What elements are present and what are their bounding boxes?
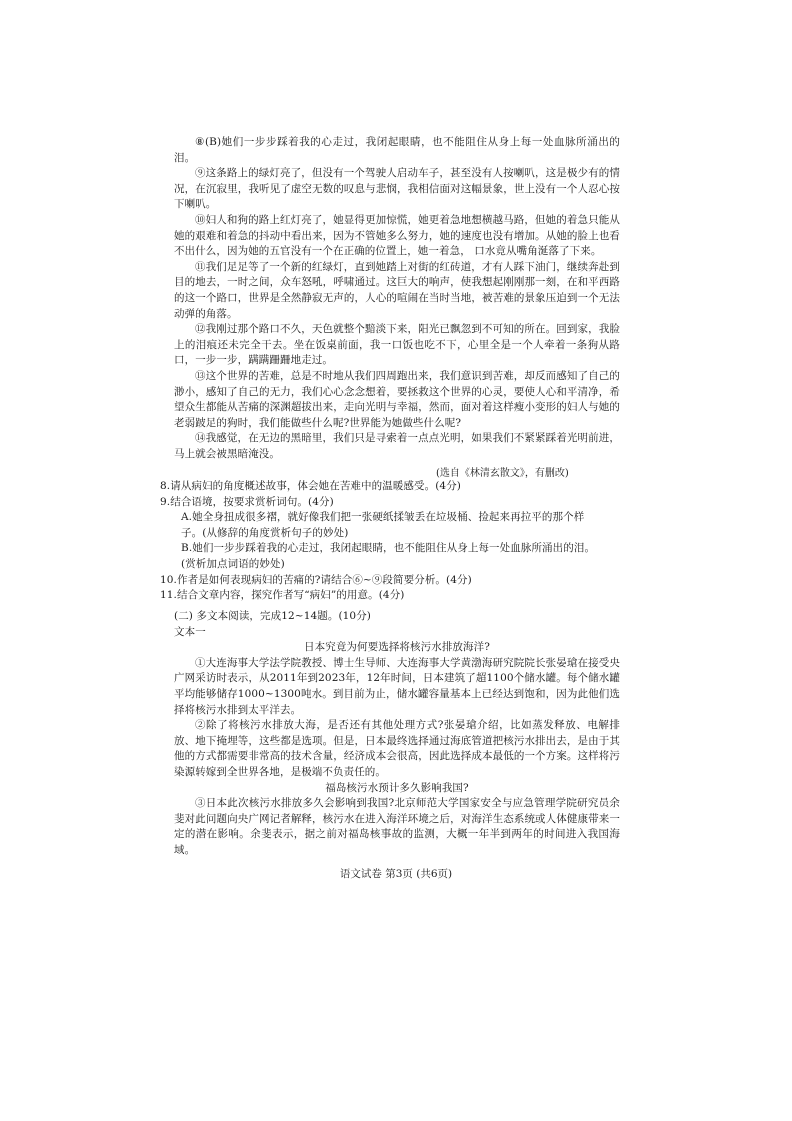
section-2-heading: (二) 多文本阅读，完成12~14题。(10分): [174, 610, 372, 622]
reading-passage: [174, 135, 620, 462]
question-10: 10.作者是如何表现病妇的苦痛的?请结合⑥~⑨段简要分析。(4分): [160, 573, 472, 586]
paragraph-11: ⑪我们足足等了一个新的红绿灯，直到她踏上对街的红砖道，才有人踩下油门，继续奔赴到目的地去，一时之间，众车怒吼，呼啸通过。这巨大的响声，使我想起刚刚那一刻，在和平西路的这一个路口，世界是全然静寂无声的，人心的喧闹在当时当地，被苦难的景象压迫到一个无法动弹的角落。: [174, 260, 620, 320]
paragraph-12: ⑫我刚过那个路口不久，天色就整个黯淡下来，阳光已飘忽到不可知的所在。回到家，我脸上的泪痕还未完全干去。坐在饭桌前面，我一口饭也吃不下，心里全是一个人牵着一条狗从路口，一步一步，蹒蹒跚跚地走过。: [174, 323, 620, 367]
questions-block: [160, 479, 620, 604]
question-9-option-b-line2: (赏析加点词语的妙处): [181, 557, 285, 570]
article-title: 日本究竟为何要选择将核污水排放海洋?: [304, 641, 490, 654]
question-9-option-a-line2: 子。(从修辞的角度赏析句子的妙处): [181, 526, 349, 539]
paragraph-10: ⑩妇人和狗的路上红灯亮了，她显得更加惊慌，她更着急地想横越马路，但她的着急只能从她的艰难和着急的抖动中看出来，因为不管她多么努力，她的速度也没有增加。从她的脸上也看不出什么，因为她的五官没有一个在正确的位置上，她一着急， 口水竟从嘴角涎落了下来。: [174, 213, 620, 258]
article-subtitle: 福岛核污水预计多久影响我国?: [325, 781, 469, 794]
article-paragraph-3: ③日本此次核污水排放多久会影响到我国?北京师范大学国家安全与应急管理学院研究员余斐对此问题向央广网记者解释，核污水在进入海洋环境之后，对海洋生态系统或人体健康带来一定的潜在影响。余斐表示，据之前对福岛核事故的监测，大概一年半到两年的时间进入我国海域。: [174, 797, 620, 856]
question-9-option-b-line1: B.她们一步步踩着我的心走过，我闭起眼睛，也不能阻住从身上每一处血脉所涌出的泪。: [181, 542, 596, 555]
question-11: 11.结合文章内容，探究作者写“病妇”的用意。(4分): [160, 589, 405, 602]
paragraph-8: ⑧(B)她们一步步踩着我的心走过，我闭起眼睛，也不能阻住从身上每一处血脉所涌出的泪。: [174, 136, 620, 164]
paragraph-9: ⑨这条路上的绿灯亮了，但没有一个驾驶人启动车子，甚至没有人按喇叭，这是极少有的情况，在沉寂里，我听见了虚空无数的叹息与悲悯，我相信面对这幅景象，世上没有一个人忍心按下喇叭。: [174, 167, 620, 211]
page-footer: 语文试卷 第3页 (共6页): [339, 868, 453, 880]
paragraph-13: ⑬这个世界的苦难，总是不时地从我们四周跑出来，我们意识到苦难，却反而感知了自己的渺小，感知了自己的无力，我们心心念念想着，要拯救这个世界的心灵，要使人心和平清净，希望众生都能从苦痛的深渊超拔出来，走向光明与幸福，然而，面对着这样瘦小变形的妇人与她的老弱跛足的狗时，我们能做些什么呢?世界能为她做些什么呢?: [174, 369, 620, 429]
article-paragraph-1: ①大连海事大学法学院教授、博士生导师、大连海事大学黄渤海研究院院长张晏瑲在接受央广网采访时表示，从2011年到2023年，12年时间，日本建筑了超1100个储水罐。每个储水罐平均能够储存1000~1300吨水。到目前为止，储水罐容量基本上已经达到饱和，因为此他们选择将核污水排到太平洋去。: [174, 656, 620, 716]
passage-source: (选自《林清玄散文》，有删改): [436, 468, 569, 479]
question-8: 8.请从病妇的角度概述故事，体会她在苦难中的温暖感受。(4分): [160, 480, 461, 492]
text-one-label: 文本一: [174, 625, 206, 638]
question-9-option-a-line1: A.她全身扭成很多褶，就好像我们把一张硬纸揉皱丢在垃圾桶、捡起来再拉平的那个样: [181, 511, 585, 524]
question-9: 9.结合语境，按要求赏析词句。(4分): [160, 495, 334, 508]
article-paragraph-2: ②除了将核污水排放大海，是否还有其他处理方式?张晏瑲介绍，比如蒸发释放、电解排放、地下掩埋等，这些都是选项。但是，日本最终选择通过海底管道把核污水排出去，是由于其他的方式都需要非常高的技术含量，经济成本会很高，因此选择成本最低的一个方案。这样将污染源转嫁到全世界各地，是极端不负责任的。: [174, 719, 620, 778]
paragraph-14: ⑭我感觉，在无边的黑暗里，我们只是寻索着一点点光明，如果我们不紧紧踩着光明前进，马上就会被黑暗淹没。: [174, 432, 620, 460]
multi-text-section: [174, 609, 620, 859]
